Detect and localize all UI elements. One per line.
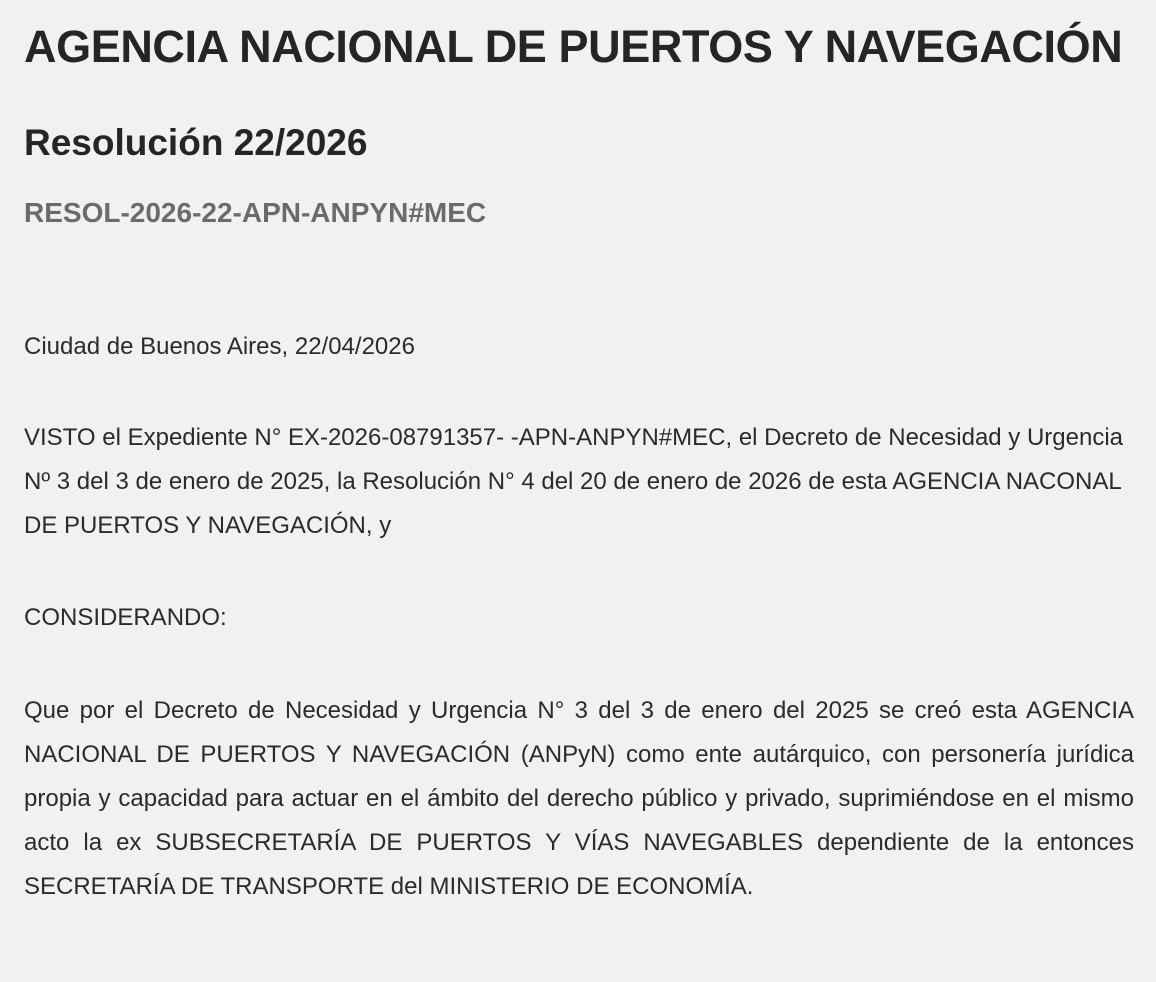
place-date: Ciudad de Buenos Aires, 22/04/2026 xyxy=(24,333,415,360)
considerando-paragraph-1: Que por el Decreto de Necesidad y Urgencia N° 3 del 3 de enero del 2025 se creó esta AGENCIA NACIONAL DE PUERTOS Y NAVEGACIÓN (ANPyN) como ente autárquico, con personería jurídica propia y capacidad para actuar en el ámbito del derecho público y privado, suprimiéndose en el mismo acto la ex SUBSECRETARÍA DE PUERTOS Y VÍAS NAVEGABLES dependiente de la entonces SECRETARÍA DE TRANSPORTE del MINISTERIO DE ECONOMÍA. xyxy=(24,697,1134,900)
resolution-code: RESOL-2026-22-APN-ANPYN#MEC xyxy=(24,197,487,228)
agency-title: AGENCIA NACIONAL DE PUERTOS Y NAVEGACIÓN xyxy=(24,21,1123,72)
visto-paragraph: VISTO el Expediente N° EX-2026-08791357- -APN-ANPYN#MEC, el Decreto de Necesidad y Urgencia Nº 3 del 3 de enero de 2025, la Resolución N° 4 del 20 de enero de 2026 de esta AGENCIA NACONAL DE PUERTOS Y NAVEGACIÓN, y xyxy=(24,424,1124,539)
resolution-title: Resolución 22/2026 xyxy=(24,122,368,163)
considerando-heading: CONSIDERANDO: xyxy=(24,604,227,631)
